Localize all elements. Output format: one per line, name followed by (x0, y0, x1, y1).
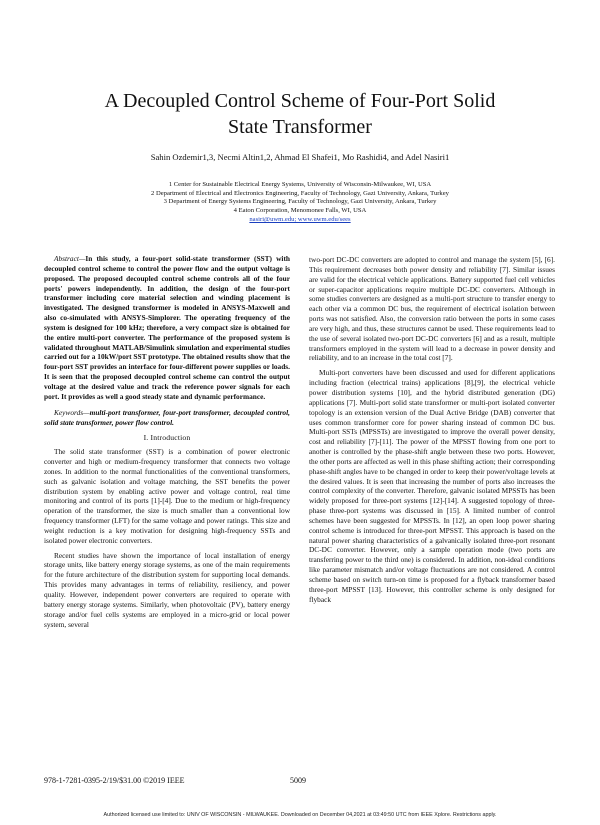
paragraph: two-port DC-DC converters are adopted to control and manage the system [5], [6]. This requirement decreases both power density and reliability [7]. Similar issues are valid for the electrical vehicle applications. Battery supported fuel cell vehicles or super-capacitor applications require multiple DC-DC converters. Although in some studies converters are designed as a multi-port structure to transfer energy to each other via a common DC bus, the requirement of electrical isolation between ports was not satisfied. Also, the conversion ratio between the ports in some cases are very high, and thus, these structures cannot be used. These requirements lead to the use of several isolated two-port DC-DC converters [6] and as a result, multiple transformers employed in the system will lead to a decrease in power density and reliability, and to an increase in the total cost [7]. (309, 255, 555, 363)
abstract-text: In this study, a four-port solid-state transformer (SST) with decoupled control scheme to control the power flow and the output voltage is proposed. The proposed decoupled control scheme controls all of the four ports' powers independently. In addition, the design of the four-port transformer including core material selection and winding placement is investigated. The designed transformer is modeled in ANSYS-Maxwell and also co-simulated with ANSYS-Simplorer. The operating frequency of the system is designed for 100 kHz; therefore, a very compact size is obtained for the entire multi-port converter. The performance of the proposed system is validated throughout MATLAB/Simulink simulation and experimental studies carried out for a 10kW/port SST prototype. The obtained results show that the four-port SST provides an interface for four-different power supplies or loads. It is seen that the proposed decoupled control scheme can control the output voltage at the desired value and track the reference power signals for each port. It provides as well a good steady state and dynamic performance. (44, 254, 290, 401)
section-heading-introduction: I. Introduction (143, 433, 191, 443)
right-column (309, 255, 555, 610)
title-line-1: A Decoupled Control Scheme of Four-Port Solid (104, 90, 496, 112)
affiliation-2: 2 Department of Electrical and Electronics Engineering, Faculty of Technology, Gazi University, Ankara, Turkey (151, 189, 449, 197)
affiliations (60, 181, 540, 225)
abstract-label: Abstract— (54, 254, 86, 263)
license-notice: Authorized licensed use limited to: UNIV OF WISCONSIN - MILWAUKEE. Downloaded on December 04,2021 at 03:49:50 UTC from IEEE Xplore. Restrictions apply. (103, 812, 497, 818)
paragraph: Recent studies have shown the importance of local installation of energy storage units, like battery energy storage systems, as one of the main requirements for the future architecture of the distribution system for supporting local demands. This provides many advantages in terms of reliability, resiliency, and power quality. However, independent power converters are required to operate with battery energy storage systems. Similarly, when photovoltaic (PV), battery energy storage and/or fuel cells systems are employed in a micro-grid or local power system, several (44, 550, 290, 629)
keywords (44, 408, 290, 428)
keywords-label: Keywords— (54, 407, 90, 417)
affiliation-1: 1 Center for Sustainable Electrical Energy Systems, University of Wisconsin-Milwaukee, WI, USA (168, 181, 432, 188)
abstract (44, 254, 290, 402)
author-list: Sahin Ozdemir1,3, Necmi Altin1,2, Ahmad El Shafei1, Mo Rashidi4, and Adel Nasiri1 (150, 152, 450, 162)
affiliation-4: 4 Eaton Corporation, Menomonee Falls, WI, USA (233, 207, 367, 215)
paper-title (40, 88, 560, 140)
keywords-text: multi-port transformer, four-port transformer, decoupled control, solid state transformer, power flow control. (44, 407, 290, 427)
footer-copyright: 978-1-7281-0395-2/19/$31.00 ©2019 IEEE (44, 776, 185, 785)
paragraph: Multi-port converters have been discussed and used for different applications including fraction (electrical trains) applications [8],[9], the electrical vehicle power distribution systems [10], and the hybrid distributed generation (DG) applications [7]. Multi-port solid state transformer or multi-port isolated converter topology is an extension version of the Dual Active Bridge (DAB) converter that uses common transformer core for power sharing instead of common DC bus. Multi-port SSTs (MPSSTs) are investigated to improve the overall power density, cost and reliability [7]-[11]. The power of the MPSST flowing from one port to another is controlled by the phase-shift angle between these two ports. However, the other ports are affected as well in this phase shifting action; their corresponding phase-shift angles have to be changed in order to keep their power/voltage levels at the desired values. It is seen that increasing the number of ports also increases the control complexity of the converter. Therefore, galvanic isolated MPSSTs has been widely proposed for three-port systems [12]-[14]. A suggested topology of three-phase three-port systems was discussed in [15]. A limited number of control schemes have been suggested for MPSSTs. In [12], an open loop power sharing control scheme is introduced for three-port MPSST. This approach is based on the natural power sharing characteristics of a galvanically isolated three-port resonant DC-DC converter. However, only a sample operation mode (two ports are transferring power to the third one) is considered. In addition, non-ideal conditions like parameter mismatch and/or voltage fluctuations are not considered. A control scheme based on switch turn-on time is proposed for a flyback transformer based three-port MPSST [13]. However, this controller scheme is only designed for flyback (309, 368, 555, 604)
page-number: 5009 (290, 776, 306, 785)
left-column (44, 254, 290, 634)
email-links[interactable]: nasiri@uwm.edu; www.uwm.edu/sees (249, 215, 351, 223)
affiliation-3: 3 Department of Energy Systems Engineering, Faculty of Technology, Gazi University, Ankara, Turkey (163, 198, 437, 206)
title-line-2: State Transformer (228, 116, 372, 138)
paragraph: The solid state transformer (SST) is a combination of power electronic converter and high or medium-frequency transformer that connects two voltage zones. In addition to the normal functionalities of the conventional transformers, such as galvanic isolation and voltage matching, the SST benefits the power distribution system by enabling active power and voltage control, real time monitoring and control of its ports [1]-[4]. Due to the medium or high-frequency operation of the transformer, the size is much smaller than a conventional low frequency transformer (LFT) for the same voltage and power ratings. This size and weight reduction is a key motivation for designing high-frequency SSTs and isolated power electronic converters. (44, 447, 290, 545)
